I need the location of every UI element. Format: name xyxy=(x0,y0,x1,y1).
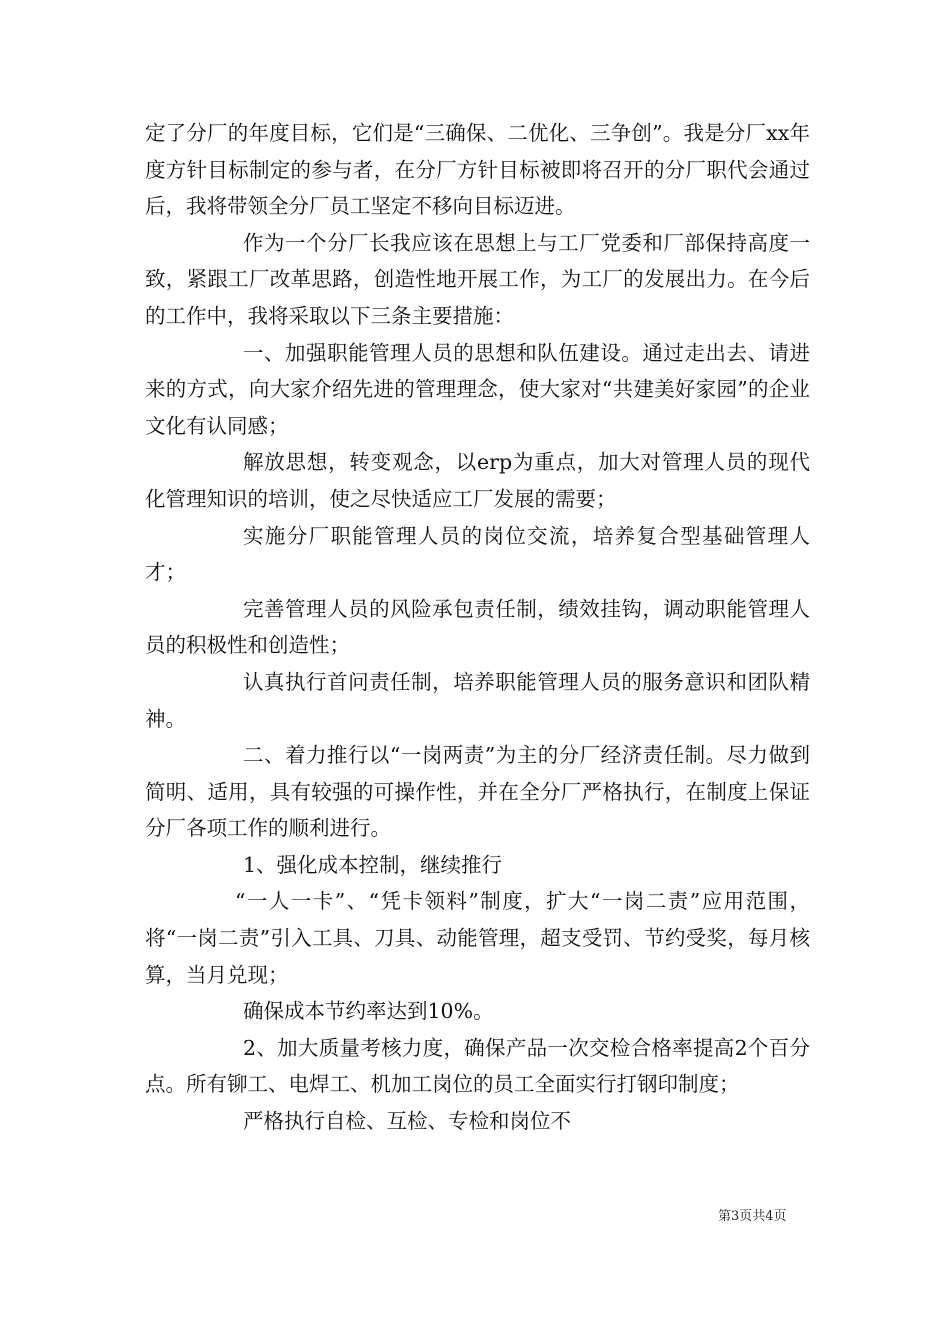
paragraph-11: 确保成本节约率达到10%。 xyxy=(243,999,494,1024)
paragraph-7: 认真执行首问责任制，培养职能管理人员的服务意识和团队精神。 xyxy=(145,669,810,731)
paragraph-10: “一人一卡”、“凭卡领料”制度，扩大“一岗二责”应用范围，将“一岗二责”引入工具、刀具、动能管理，超支受罚、节约受奖，每月核算，当月兑现； xyxy=(145,889,810,987)
paragraph-1: 定了分厂的年度目标，它们是“三确保、二优化、三争创”。我是分厂xx年度方针目标制定的参与者，在分厂方针目标被即将召开的分厂职代会通过后，我将带领全分厂员工坚定不移向目标迈进。 xyxy=(145,121,810,219)
page-number: 第3页共4页 xyxy=(718,1209,787,1224)
paragraph-3: 一、加强职能管理人员的思想和队伍建设。通过走出去、请进来的方式，向大家介绍先进的管理理念，使大家对“共建美好家园”的企业文化有认同感； xyxy=(145,340,810,438)
paragraph-12: 2、加大质量考核力度，确保产品一次交检合格率提高2个百分点。所有铆工、电焊工、机加工岗位的员工全面实行打钢印制度； xyxy=(145,1035,810,1097)
paragraph-13: 严格执行自检、互检、专检和岗位不 xyxy=(243,1109,571,1134)
paragraph-2: 作为一个分厂长我应该在思想上与工厂党委和厂部保持高度一致，紧跟工厂改革思路，创造性地开展工作，为工厂的发展出力。在今后的工作中，我将采取以下三条主要措施： xyxy=(145,230,810,328)
document-body xyxy=(145,115,810,1140)
paragraph-6: 完善管理人员的风险承包责任制，绩效挂钩，调动职能管理人员的积极性和创造性； xyxy=(145,596,810,658)
paragraph-9: 1、强化成本控制，继续推行 xyxy=(243,852,503,877)
paragraph-4: 解放思想，转变观念，以erp为重点，加大对管理人员的现代化管理知识的培训，使之尽快适应工厂发展的需要； xyxy=(145,450,810,511)
paragraph-5: 实施分厂职能管理人员的岗位交流，培养复合型基础管理人才； xyxy=(145,523,810,585)
paragraph-8: 二、着力推行以“一岗两责”为主的分厂经济责任制。尽力做到简明、适用，具有较强的可操作性，并在全分厂严格执行，在制度上保证分厂各项工作的顺利进行。 xyxy=(145,743,810,841)
